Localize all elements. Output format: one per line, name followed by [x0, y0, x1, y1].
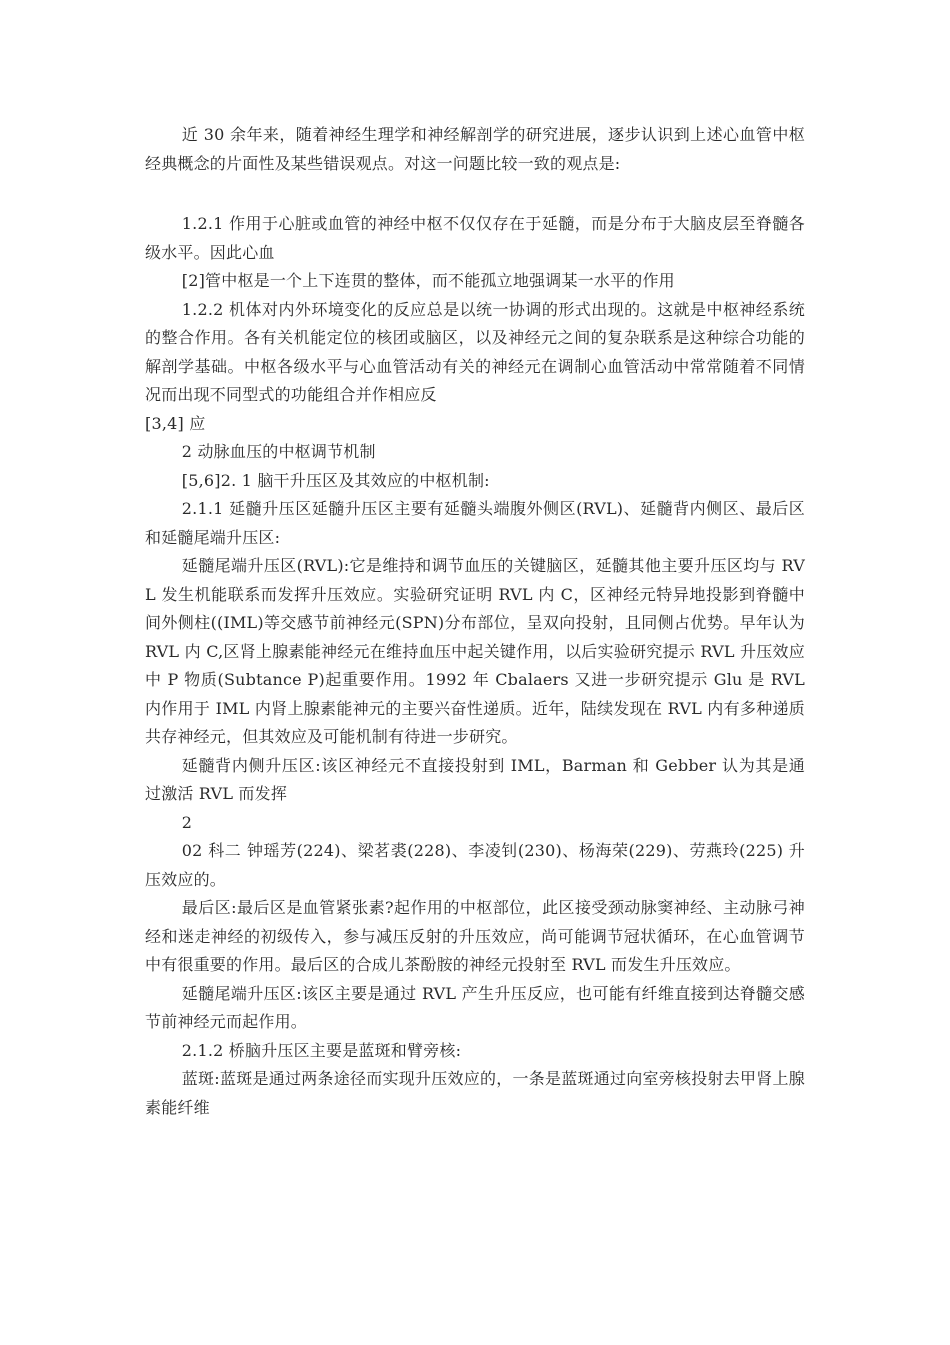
paragraph-locus-coeruleus: 蓝斑:蓝斑是通过两条途径而实现升压效应的，一条是蓝斑通过向室旁核投射去甲肾上腺素能纤维 — [145, 1069, 805, 1117]
paragraph-1-2-2: 1.2.2 机体对内外环境变化的反应总是以统一协调的形式出现的。这就是中枢神经系统的整合作用。各有关机能定位的核团或脑区，以及神经元之间的复杂联系是这种综合功能的解剖学基础。中枢各级水平与心血管活动有关的神经元在调制心血管活动中常常随着不同情况而出现不同型式的功能组合并作相应反 — [145, 299, 805, 404]
paragraph-1-2-2-ref: [3,4] 应 — [145, 413, 206, 433]
paragraph-gap — [145, 178, 805, 210]
paragraph-caudal: 延髓尾端升压区:该区主要是通过 RVL 产生升压反应，也可能有纤维直接到达脊髓交感节前神经元而起作用。 — [145, 983, 805, 1031]
paragraph-rvl: 延髓尾端升压区(RVL):它是维持和调节血压的关键脑区，延髓其他主要升压区均与 RVL 发生机能联系而发挥升压效应。实验研究证明 RVL 内 C，区神经元特异地投影到脊髓中间外侧柱((IML)等交感节前神经元(SPN)分布部位，呈双向投射，且同侧占优势。早年认为 RVL 内 C,区肾上腺素能神经元在维持血压中起关键作用，以后实验研究提示 RVL 升压效应中 P 物质(Subtance P)起重要作用。1992 年 Cbalaers 又进一步研究提示 Glu 是 RVL 内作用于 IML 内肾上腺素能神元的主要兴奋性递质。近年，陆续发现在 RVL 内有多种递质共存神经元，但其效应及可能机制有待进一步研究。 — [145, 556, 805, 746]
paragraph-dorsomedial: 延髓背内侧升压区:该区神经元不直接投射到 IML，Barman 和 Gebber 认为其是通过激活 RVL 而发挥 — [145, 755, 805, 803]
paragraph-area-postrema: 最后区:最后区是血管紧张素?起作用的中枢部位，此区接受颈动脉窦神经、主动脉弓神经和迷走神经的初级传入，参与减压反射的升压效应，尚可能调节冠状循环，在心血管调节中有很重要的作用。最后区的合成儿茶酚胺的神经元投射至 RVL 而发生升压效应。 — [145, 898, 805, 974]
paragraph-intro: 近 30 余年来，随着神经生理学和神经解剖学的研究进展，逐步认识到上述心血管中枢经典概念的片面性及某些错误观点。对这一问题比较一致的观点是: — [145, 125, 805, 173]
paragraph-1-2-1-cont: [2]管中枢是一个上下连贯的整体，而不能孤立地强调某一水平的作用 — [181, 271, 675, 290]
paragraph-2-1-1: 2.1.1 延髓升压区延髓升压区主要有延髓头端腹外侧区(RVL)、延髓背内侧区、最后区和延髓尾端升压区: — [145, 499, 805, 547]
page-number: 2 — [181, 812, 193, 832]
paragraph-1-2-1: 1.2.1 作用于心脏或血管的神经中枢不仅仅存在于延髓，而是分布于大脑皮层至脊髓各级水平。因此心血 — [145, 214, 805, 262]
paragraph-2-1-2: 2.1.2 桥脑升压区主要是蓝斑和臂旁核: — [181, 1040, 462, 1060]
section-heading-2: 2 动脉血压的中枢调节机制 — [181, 442, 376, 461]
paragraph-authors: 02 科二 钟瑶芳(224)、梁茗裘(228)、李凌钊(230)、杨海荣(229)、劳燕玲(225) 升压效应的。 — [145, 841, 805, 889]
document-body — [145, 121, 805, 1122]
section-heading-2-1: [5,6]2. 1 脑干升压区及其效应的中枢机制: — [181, 470, 490, 490]
